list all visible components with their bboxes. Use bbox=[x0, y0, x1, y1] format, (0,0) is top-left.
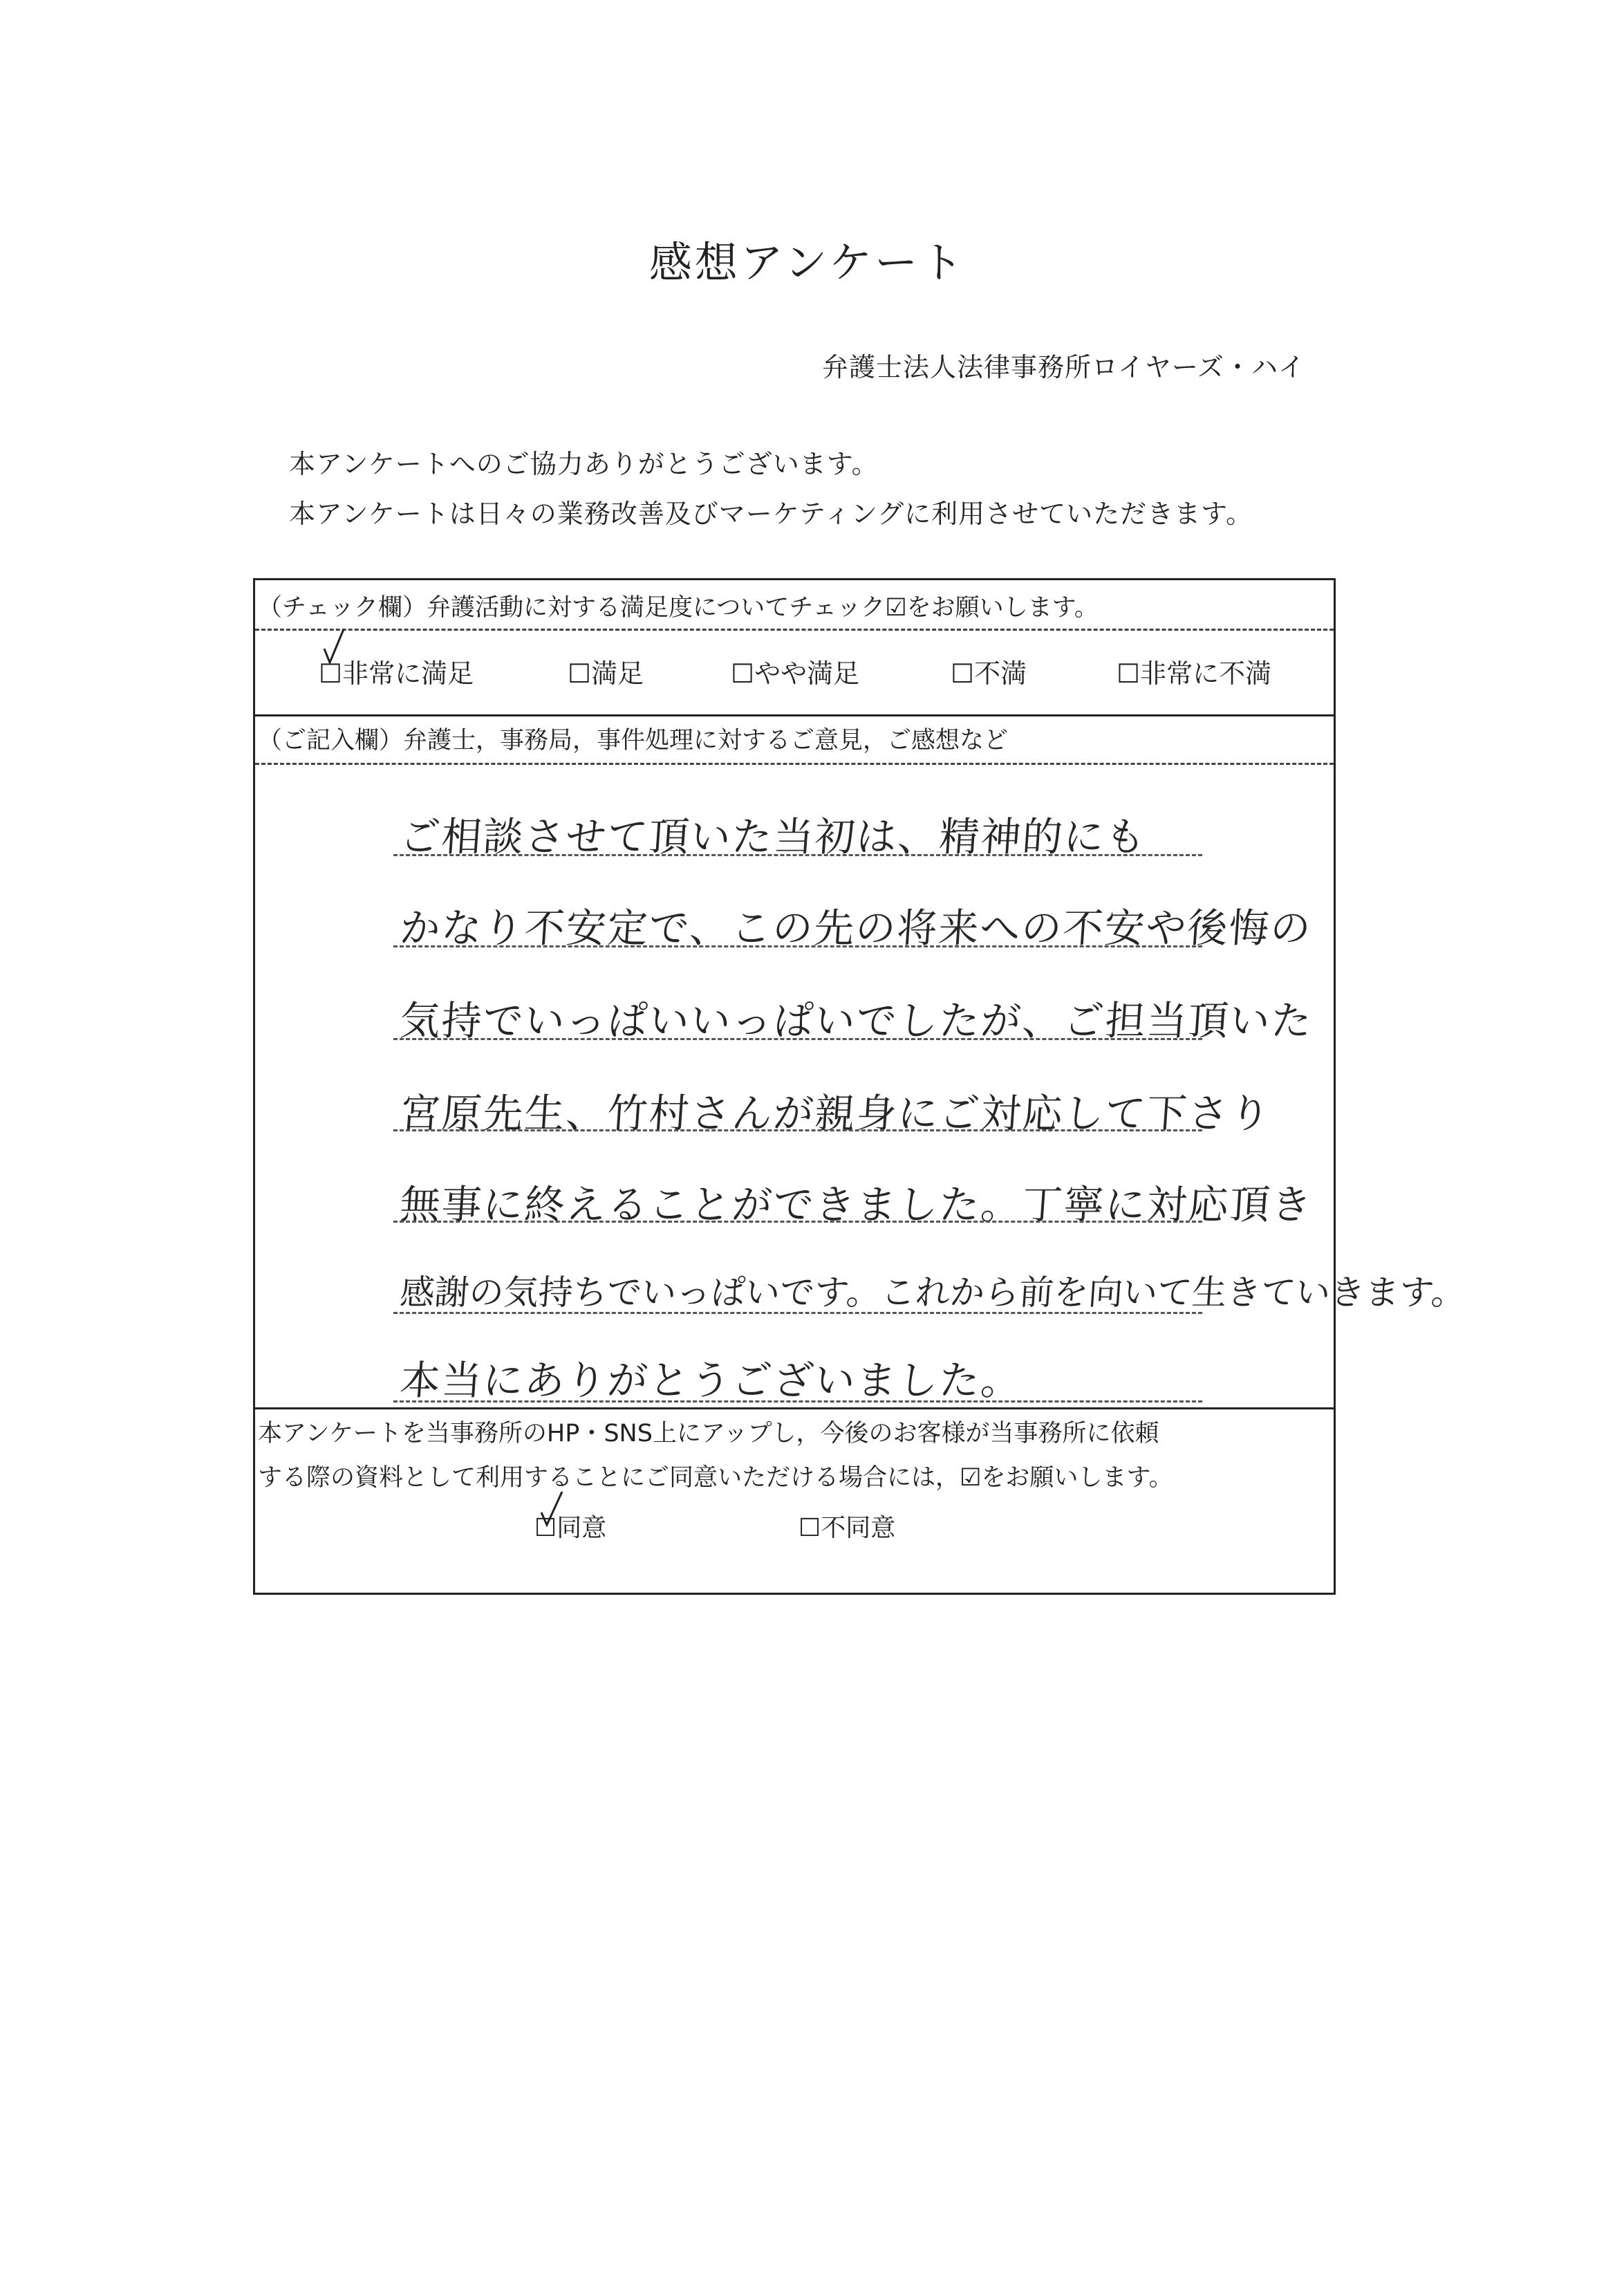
checkbox-icon[interactable]: ☐ bbox=[731, 658, 755, 689]
choice-very-satisfied[interactable] bbox=[319, 652, 474, 690]
consent-line-1: 本アンケートを当事務所のHP・SNS上にアップし，今後のお客様が当事務所に依頼 bbox=[258, 1420, 1159, 1447]
disagree-label: 不同意 bbox=[821, 1514, 896, 1542]
writing-rule bbox=[393, 1221, 1202, 1223]
firm-name: 弁護士法人法律事務所ロイヤーズ・ハイ bbox=[822, 352, 1305, 382]
survey-form-box bbox=[253, 578, 1468, 1595]
choice-disagree[interactable] bbox=[799, 1508, 895, 1544]
choice-label: やや満足 bbox=[754, 658, 860, 689]
comments-heading: （ご記入欄）弁護士，事務局，事件処理に対するご意見，ご感想など bbox=[258, 727, 1009, 754]
writing-rule bbox=[393, 1038, 1202, 1040]
writing-rule bbox=[393, 945, 1202, 947]
writing-rule bbox=[393, 1312, 1202, 1314]
comment-line-1: ご相談させて頂いた当初は、精神的にも bbox=[398, 813, 1149, 860]
choice-label: 不満 bbox=[974, 658, 1027, 689]
comment-line-4: 宮原先生、竹村さんが親身にご対応して下さり bbox=[398, 1090, 1273, 1137]
choice-satisfied[interactable] bbox=[568, 652, 644, 690]
comment-line-3: 気持でいっぱいいっぱいでしたが、ご担当頂いた bbox=[398, 997, 1315, 1044]
comment-line-2: かなり不安定で、この先の将来への不安や後悔の bbox=[398, 905, 1314, 952]
choice-very-dissatisfied[interactable] bbox=[1117, 652, 1271, 690]
satisfaction-heading: （チェック欄）弁護活動に対する満足度についてチェック☑をお願いします。 bbox=[258, 594, 1099, 622]
checkbox-icon[interactable]: ☐ bbox=[799, 1514, 821, 1542]
divider-solid bbox=[255, 714, 1334, 716]
choice-label: 満足 bbox=[591, 658, 644, 689]
choice-somewhat-satisfied[interactable] bbox=[731, 652, 859, 690]
checkmark-icon bbox=[321, 628, 346, 667]
checkbox-icon[interactable]: ☐ bbox=[534, 1514, 557, 1542]
choice-label: 非常に不満 bbox=[1140, 658, 1272, 689]
checkbox-icon[interactable]: ☐ bbox=[1117, 658, 1141, 689]
comment-line-5: 無事に終えることができました。丁寧に対応頂き bbox=[398, 1181, 1315, 1228]
comment-line-7: 本当にありがとうございました。 bbox=[398, 1357, 1025, 1404]
consent-line-2: する際の資料として利用することにご同意いただける場合には，☑をお願いします。 bbox=[258, 1464, 1173, 1492]
choice-label: 非常に満足 bbox=[342, 658, 474, 689]
choice-agree[interactable] bbox=[534, 1508, 606, 1544]
comment-line-6: 感謝の気持ちでいっぱいです。これから前を向いて生きていきます。 bbox=[398, 1272, 1468, 1313]
agree-label: 同意 bbox=[557, 1514, 607, 1542]
writing-rule bbox=[393, 1129, 1202, 1131]
checkbox-icon[interactable]: ☐ bbox=[951, 658, 975, 689]
checkbox-icon[interactable]: ☐ bbox=[568, 658, 592, 689]
intro-line-1: 本アンケートへのご協力ありがとうございます。 bbox=[289, 449, 879, 479]
divider-dashed bbox=[255, 629, 1334, 631]
divider-solid bbox=[255, 1407, 1334, 1409]
checkmark-icon bbox=[539, 1489, 563, 1528]
choice-dissatisfied[interactable] bbox=[951, 652, 1027, 690]
writing-rule bbox=[393, 1400, 1202, 1402]
writing-rule bbox=[393, 854, 1202, 856]
checkbox-icon[interactable]: ☐ bbox=[319, 658, 342, 689]
page-title: 感想アンケート bbox=[648, 237, 967, 288]
divider-dashed bbox=[255, 763, 1334, 765]
intro-line-2: 本アンケートは日々の業務改善及びマーケティングに利用させていただきます。 bbox=[289, 499, 1253, 529]
